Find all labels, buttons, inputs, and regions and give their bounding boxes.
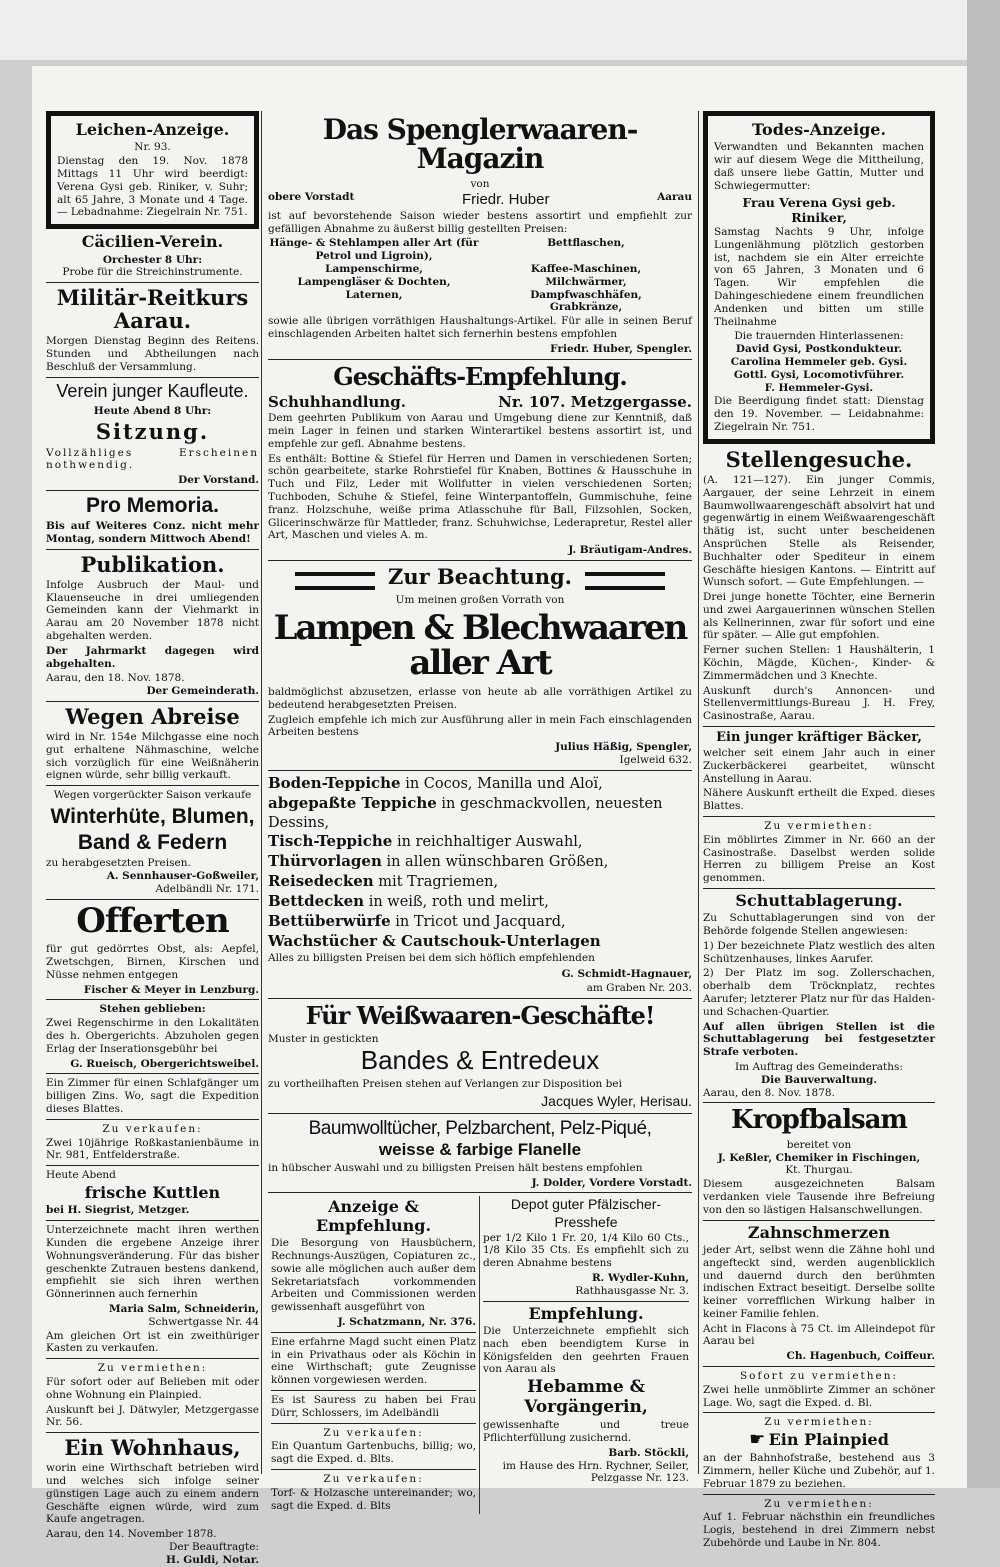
divider [703,1220,935,1221]
zahn-text: jeder Art, selbst wenn die Zähne hohl und angefteckt sind, werden augenblicklich und dauernd durch den berühmten indischen Extract beseitigt. Derselbe sollte keiner vorrefflichen Wirkung halber in keiner Familie fehlen. [703,1243,935,1320]
teppiche-ad [268,774,692,996]
divider [46,999,259,1000]
baumwolle-title: Baumwolltücher, Pelzbarchent, Pelz-Piqué, [308,1117,652,1139]
weiss-title: Für Weißwaaren-Geschäfte! [305,1001,655,1031]
geschaeft-sub [268,393,692,411]
todes-title: Todes-Anzeige. [751,120,887,139]
divider [46,1220,259,1221]
teppich-line [268,794,692,833]
abreise-text: wird in Nr. 154e Milchgasse eine noch gut erhaltene Nähmaschine, welche sich vorzüglich für eine Weißnäherin eignen würde, sehr billig verkauft. [46,731,259,782]
weiss-ad [268,1003,692,1110]
divider [703,1102,935,1103]
verkaufen1-ad [46,1123,259,1162]
offerten-title: Offerten [76,900,229,941]
divider [46,1165,259,1166]
winter-sign: A. Sennhauser-Goßweiler, [106,869,259,882]
divider [483,1301,689,1302]
offerten-ad [46,900,259,997]
presshefe-text: per 1/2 Kilo 1 Fr. 20, 1/4 Kilo 60 Cts., 1/8 Kilo 35 Cts. Es empfiehlt sich zu deren Abnahme bestens [483,1231,689,1270]
beachtung-text: baldmöglichst abzusetzen, erlasse von heute ab alle vorräthigen Artikel zu bedeutend herabgesetzten Preisen. [268,686,692,711]
todes-text2: Samstag Nachts 9 Uhr, infolge Lungenlähmung plötzlich gestorben ist, nachdem sie ein Alter erreichte von 65 Jahren, 3 Monaten und 6 Tagen. Wir empfehlen die Dahingeschiedene einem freundlichen Andenken und bitten um stille Theilnahme [714,226,924,328]
kuttlen-line1: Heute Abend [46,1169,116,1182]
stellen-text2: Drei junge honette Töchter, eine Bernerin und zwei Aargauerinnen wünschen Stellen als Kellnerinnen, zwar für sofort und eine für später. — Alle gut empfohlen. [703,591,935,642]
divider [268,1192,692,1193]
empfehlung-sign: Barb. Stöckli, [608,1446,689,1459]
baecker-title: Ein junger kräftiger Bäcker, [716,730,922,746]
vermiethen3-text: Zwei helle unmöblirte Zimmer an schöner Lage. Wo, sagt die Exped. d. Bl. [703,1383,935,1409]
plainpied-header [703,1429,935,1451]
spengler-outro: sowie alle übrigen vorräthigen Haushaltungs-Artikel. Für alle in seinen Beruf einschlagenden Arbeiten haltet sich fernerhin bestens empfohlen [268,315,692,341]
teppich-line [268,892,692,912]
salm-text: Unterzeichnete macht ihren werthen Kunden die ergebene Anzeige ihrer Wohnungsveränderung. Für das bisher geschenkte Zutrauen bestens dankend, empfiehlt sie sich ihren werthen Gönnerinnen auch fernerhin [46,1224,259,1301]
teppich-desc: in geschmackvollen, neuesten Dessins, [268,795,663,831]
baecker-text2: Nähere Auskunft ertheilt die Exped. dieses Blattes. [703,787,935,813]
spengler-left: obere Vorstadt [268,190,355,203]
schutt-title: Schuttablagerung. [735,890,903,910]
vermiethen2-title: Zu vermiethen: [764,819,874,832]
vermiethen3-title: Sofort zu vermiethen: [739,1370,899,1383]
publikation-title: Publikation. [80,551,225,577]
anzeige-sign: J. Schatzmann, Nr. 376. [337,1316,476,1328]
todes-mourner: F. Hemmeler-Gysi. [764,381,874,394]
magd-ad: Eine erfahrne Magd sucht einen Platz in ein Privathaus oder als Köchin in eine Wirthschaft; gute Zeugnisse können vorgewiesen werden. [271,1335,476,1387]
divider [703,816,935,817]
schutt-text3: 2) Der Platz im sog. Zollerschachen, oberhalb dem Tröcknplatz, rechtes Aarufer; letzterer Platz nur für das Halden- und Schachen-Quartier. [703,967,935,1018]
caecilien-line1: Orchester 8 Uhr: [102,253,203,266]
schirme-ad [46,1003,259,1070]
winter-intro: Wegen vorgerückter Saison verkaufe [53,789,252,802]
winter-line: zu herabgesetzten Preisen. [46,857,191,870]
militaer-ad [46,286,259,374]
divider [268,770,692,771]
schutt-text4: Auf allen übrigen Stellen ist die Schuttablagerung bei festgesetzter Strafe verboten. [703,1020,935,1059]
plainpied-big: Ein Plainpied [768,1430,889,1450]
scan-top-margin [0,0,1000,60]
zimmer-ad: Ein Zimmer für einen Schlafgänger um billigen Zins. Wo, sagt die Expedition dieses Blattes. [46,1077,259,1116]
verkaufen2-text: Ein Quantum Gartenbuchs, billig; wo, sagt die Exped. d. Blts. [271,1440,476,1466]
divider [46,377,259,378]
logis-text: Auf 1. Februar nächsthin ein freundliches Logis, bestehend in drei Zimmern nebst Zubehörde und Laube in Nr. 804. [703,1511,935,1549]
zahn-text2: Acht in Flacons à 75 Ct. im Alleindepot für Aarau bei [703,1322,935,1348]
verkaufen1-text: Zwei 10jährige Roßkastanienbäume in Nr. 981, Entfelderstraße. [46,1136,259,1162]
vermiethen1-text2: Auskunft bei J. Dätwyler, Metzgergasse Nr. 56. [46,1403,259,1429]
spengler-sign: Friedr. Huber, Spengler. [550,342,692,355]
teppich-item: Bettdecken [268,891,365,910]
stellen-title: Stellengesuche. [725,446,913,472]
teppich-line [268,852,692,872]
divider [703,1366,935,1367]
empfehlung-text: Die Unterzeichnete empfiehlt sich nach eben beendigtem Kurse in Königsfelden den geehrten Frauen von Aarau als [483,1324,689,1376]
beachtung-intro: Um meinen großen Vorrath von [395,593,565,606]
anzeige-text: Die Besorgung von Hausbüchern, Rechnungs-Auszügen, Copiaturen zc., sowie alle möglichen auch außer dem Sekretariatsfach vorkommenden Arbeiten und Commissionen werden gewissenhaft ausgeführt von [271,1237,476,1314]
empfehlung-title: Empfehlung. [528,1303,644,1323]
todes-mourner: David Gysi, Postkondukteur. [735,343,903,356]
teppich-line [268,774,692,794]
leichen-title: Leichen-Anzeige. [75,120,230,139]
divider [268,560,692,561]
offerten-text: für gut gedörrtes Obst, als: Aepfel, Zwetschgen, Birnen, Kirschen und Nüsse nehmen entgegen [46,943,259,981]
caecilien-line2: Probe für die Streichinstrumente. [62,266,243,279]
baecker-text: welcher seit einem Jahr auch in einer Zuckerbäckerei gearbeitet, wünscht Anstellung in Aarau. [703,746,935,785]
salm-addr: Schwertgasse Nr. 44 [148,1315,259,1328]
vermiethen1-title: Zu vermiethen: [97,1362,208,1375]
divider [271,1332,476,1333]
spengler-items [268,237,692,314]
weiss-big: Bandes & Entredeux [360,1045,600,1076]
kropf-title: Kropfbalsam [731,1105,907,1136]
publikation-text: Infolge Ausbruch der Maul- und Klauenseuche in drei umliegenden Gemeinden kann der Viehmarkt in Aarau am 20 November 1878 nicht abgehalten werden. [46,578,259,642]
right-column [703,111,935,1549]
wohnhaus-title: Ein Wohnhaus, [64,1435,241,1461]
schirme-title: Stehen geblieben: [99,1003,206,1016]
leichen-anzeige [46,111,259,229]
militaer-text: Morgen Dienstag Beginn des Reitens. Stunden und Abtheilungen nach Beschluß der Versammlung. [46,335,259,373]
divider [46,785,259,786]
spengler-right: Aarau [657,190,692,203]
empfehlung-addr: im Hause des Hrn. Rychner, Seiler, Pelzgasse Nr. 123. [502,1459,689,1485]
spengler-item: Laternen, [345,288,403,301]
todes-outro: Die Beerdigung findet statt: Dienstag den 19. November. — Leidabnahme: Ziegelrain Nr. 751. [714,395,924,434]
newspaper-page [32,66,967,1566]
spengler-item: Dampfwaschhäfen, [530,288,642,301]
schutt-text: Zu Schuttablagerungen sind von der Behörde folgende Stellen angewiesen: [703,912,935,938]
baumwolle-ad [268,1117,692,1190]
vermiethen1-ad [46,1362,259,1429]
divider [46,549,259,550]
plainpied-text: an der Bahnhofstraße, bestehend aus 3 Zimmern, heller Küche und Zubehör, auf 1. Februar 1879 zu beziehen. [703,1452,935,1490]
teppich-line [268,932,692,952]
beachtung-sign: Julius Häßig, Spengler, [555,741,692,754]
wohnhaus-role: Der Beauftragte: [168,1541,259,1554]
geschaeft-title: Geschäfts-Empfehlung. [333,361,627,391]
left-column [46,111,259,1566]
spengler-item: Bettflaschen, [547,237,625,250]
logis-ad [703,1498,935,1550]
geschaeft-ad [268,361,692,557]
anzeige-title: Anzeige & Empfehlung. [315,1197,432,1235]
spengler-item: Grabkränze, [549,301,623,314]
divider [46,1358,259,1359]
spengler-item: Hänge- & Stehlampen aller Art (für Petrol und Ligroin), [269,237,479,263]
abreise-ad [46,705,259,782]
spengler-item: Kaffee-Maschinen, [530,263,642,276]
wohnhaus-text: worin eine Wirthschaft betrieben wird und welches sich infolge seiner günstigen Lage auch zu einem andern Geschäfte eignen würde, wird zum Kaufe angetragen. [46,1462,259,1526]
verkaufen3-title: Zu verkaufen: [323,1472,424,1485]
kropf-text: Diesem ausgezeichneten Balsam verdanken viele Tausende ihre Befreiung von den so lästigen Halsanschwellungen. [703,1178,935,1216]
bottom-left [268,1196,480,1514]
publikation-text2: Der Jahrmarkt dagegen wird abgehalten. [46,644,259,670]
divider [46,1073,259,1074]
sauress-ad: Es ist Sauress zu haben bei Frau Dürr, Schlossers, im Adelbändli [271,1393,476,1419]
teppich-desc: in reichhaltiger Auswahl, [392,834,583,851]
divider [703,1412,935,1413]
schutt-date: Aarau, den 8. Nov. 1878. [703,1086,835,1099]
baumwolle-sign: J. Dolder, Vordere Vorstadt. [531,1176,692,1189]
empfehlung-big: Hebamme & Vorgängerin, [524,1377,648,1417]
teppich-line [268,832,692,852]
stellen-text: (A. 121—127). Ein junger Commis, Aargauer, der seine Lehrzeit in einem Baumwollwaarengeschäft absolvirt hat und gegenwärtig in einem Weißwaarengeschäft thätig ist, sucht unter bescheidenen Ansprüchen Stelle als Reisender, Buchhalter oder Spediteur in einem Geschäfte hiesigen Kantons. — Eintritt auf Wunsch sofort. — Gute Empfehlungen. — [703,473,935,589]
todes-mourner: Gottl. Gysi, Locomotivführer. [733,368,905,381]
divider [703,726,935,727]
ornament-bar [295,572,375,590]
divider [46,1432,259,1433]
divider [271,1423,476,1424]
teppich-item: Wachstücher & Cautschouk-Unterlagen [268,931,601,950]
divider [271,1469,476,1470]
schirme-sign: G. Rueisch, Obergerichtsweibel. [70,1057,259,1070]
kuttlen-ad [46,1169,259,1217]
teppich-item: Reisedecken [268,872,374,891]
logis-title: Zu vermiethen: [764,1497,874,1510]
presshefe-sign: R. Wydler-Kuhn, [591,1271,689,1284]
publikation-sign: Der Gemeinderath. [146,685,259,698]
vermiethen1-text: Für sofort oder auf Belieben mit oder ohne Wohnung ein Plainpied. [46,1375,259,1401]
zahn-title: Zahnschmerzen [747,1222,891,1242]
verein-title: Verein junger Kaufleute. [56,380,249,401]
publikation-date: Aarau, den 18. Nov. 1878. [46,672,185,685]
todes-anzeige [703,111,935,444]
ornament-bar [585,572,665,590]
weiss-sign: Jacques Wyler, Herisau. [541,1092,692,1109]
teppich-item: Tisch-Teppiche [268,832,393,851]
bottom-ads [268,1196,692,1514]
teppiche-addr: am Graben Nr. 203. [586,981,692,994]
schutt-ad [703,892,935,1100]
verkaufen1-title: Zu verkaufen: [102,1122,203,1135]
beachtung-header [268,565,692,590]
militaer-title: Militär-Reitkurs Aarau. [56,285,249,334]
schirme-text: Zwei Regenschirme in den Lokalitäten des h. Obergerichts. Abzuholen gegen Erlag der Inserationsgebühr bei [46,1017,259,1055]
wohnhaus-date: Aarau, den 14. November 1878. [46,1528,217,1541]
kropf-addr: Kt. Thurgau. [785,1164,853,1177]
baumwolle-text: in hübscher Auswahl und zu billigsten Preisen hält bestens empfohlen [268,1161,643,1174]
divider [268,359,692,360]
middle-column [261,111,699,1512]
teppich-desc: in allen wünschbaren Größen, [381,854,609,871]
salm-sign: Maria Salm, Schneiderin, [109,1302,259,1315]
verein-ad [46,381,259,487]
offerten-sign: Fischer & Meyer in Lenzburg. [83,983,259,996]
geschaeft-text2: Es enthält: Bottine & Stiefel für Herren und Damen in verschiedenen Sorten; schön gearbeitete, starke Rohrstiefel für Knaben, Bottines & Hausschuhe in Tuch und Filz, Leder mit Wollfutter in vielen verschiedenen Sorten; Tuchboden, Schuhe & Stiefel, feine Winterpantoffeln, Gummischuhe, feine franz. Holzschuhe, weiße prima Atlasschuhe für Ball, Filzsohlen, Socken, Glicerinschwärze für Mattleder, franz. Schuhwichse, Lederapretur, Restel aller Art, Maschen und vieles A. m. [268,452,692,542]
spengler-item: Lampenschirme, [325,263,423,276]
spengler-item: Lampengläser & Dochten, [297,275,451,288]
winter-ad [46,789,259,895]
verein-text: Vollzähliges Erscheinen nothwendig. [46,446,259,472]
todes-text: Verwandten und Bekannten machen wir auf diesem Wege die Mittheilung, daß unsere liebe Gattin, Mutter und Schwiegermutter: [714,141,924,192]
presshefe-addr: Rathhausgasse Nr. 3. [575,1284,689,1297]
zahn-sign: Ch. Hagenbuch, Coiffeur. [786,1350,935,1363]
teppich-desc: mit Tragriemen, [373,874,499,891]
teppiche-sign: G. Schmidt-Hagnauer, [561,968,692,981]
verkaufen2-title: Zu verkaufen: [323,1426,424,1439]
teppich-desc: in Cocos, Manilla und Aloï, [400,775,603,792]
divider [46,282,259,283]
empfehlung-text2: gewissenhafte und treue Pflichterfüllung zusichernd. [483,1419,689,1445]
divider [268,998,692,999]
divider [46,1119,259,1120]
plainpied-title: Zu vermiethen: [764,1416,874,1429]
winter-title: Winterhüte, Blumen, [50,805,255,828]
salm-note: Am gleichen Ort ist ein zweithüriger Kasten zu verkaufen. [46,1329,259,1355]
winter-title2: Band & Federn [77,831,228,855]
spengler-von: von [470,177,490,190]
wohnhaus-sign: H. Guldi, Notar. [166,1553,259,1566]
scan-right-margin [967,0,1000,1488]
weiss-text: zu vortheilhaften Preisen stehen auf Verlangen zur Disposition bei [268,1078,622,1091]
baumwolle-title2: weisse & farbige Flanelle [378,1140,582,1160]
divider [46,490,259,491]
divider [271,1390,476,1391]
caecilien-title: Cäcilien-Verein. [81,232,224,252]
teppich-desc: in weiß, roth und melirt, [364,893,549,910]
spengler-intro: ist auf bevorstehende Saison wieder bestens assortirt und empfiehlt zur gefälligen Abnahme zu äußerst billig gestellten Preisen: [268,209,692,235]
verein-title2: Sitzung. [95,419,210,445]
leichen-nr: Nr. 93. [134,141,171,154]
zahn-ad [703,1224,935,1364]
spengler-name: Friedr. Huber [461,190,550,208]
spengler-title: Das Spenglerwaaren-Magazin [322,113,638,176]
geschaeft-text: Dem geehrten Publikum von Aarau und Umgebung diene zur Kenntniß, daß mein Lager in feinen und starken Winterartikel bestens assortirt ist, und empfehle zur gefl. Abnahme bestens. [268,412,692,450]
geschaeft-sub-right: Nr. 107. Metzgergasse. [498,392,692,411]
salm-ad [46,1224,259,1355]
teppiche-outro: Alles zu billigsten Preisen bei dem sich höflich empfehlenden [268,952,595,965]
teppich-line [268,872,692,892]
beachtung-text2: Zugleich empfehle ich mich zur Ausführung aller in mein Fach einschlagenden Arbeiten bestens [268,713,692,739]
geschaeft-sub-left: Schuhhandlung. [268,392,406,411]
teppich-item: Bettüberwürfe [268,911,391,930]
divider [268,1113,692,1114]
plainpied-ad [703,1416,935,1490]
spengler-ad [268,115,692,356]
publikation-ad [46,553,259,698]
vermiethen3-ad [703,1370,935,1409]
kuttlen-title: frische Kuttlen [84,1183,221,1203]
spengler-nameline [268,191,692,209]
kropf-sign: J. Keßler, Chemiker in Fischingen, [717,1151,921,1164]
winter-addr: Adelbändli Nr. 171. [155,882,259,895]
divider [46,701,259,702]
beachtung-title: Zur Beachtung. [388,563,572,589]
todes-role: Die trauernden Hinterlassenen: [734,330,904,343]
divider [703,888,935,889]
memoria-title: Pro Memoria. [85,493,220,517]
stellen-text4: Auskunft durch's Annoncen- und Stellenvermittlungs-Bureau J. H. Frey, Casinostraße, Aarau. [703,684,935,723]
todes-mourner: Carolina Hemmeler geb. Gysi. [730,356,908,369]
teppich-item: abgepaßte Teppiche [268,793,437,812]
geschaeft-sign: J. Bräutigam-Andres. [568,544,692,557]
caecilien-ad [46,233,259,279]
memoria-ad [46,494,259,546]
schutt-text2: 1) Der bezeichnete Platz westlich des alten Schützenhauses, linkes Aarufer. [703,939,935,965]
verkaufen3-text: Torf- & Holzasche untereinander; wo, sagt die Exped. d. Blts [271,1486,476,1512]
vermiethen2-text: Ein möblirtes Zimmer in Nr. 660 an der Casinostraße. Daselbst werden solide Herren zu billigem Preise an Kost genommen. [703,833,935,885]
beachtung-ad [268,565,692,767]
leichen-text: Dienstag den 19. Nov. 1878 Mittags 11 Uhr wird beerdigt: Verena Gysi geb. Riniker, v. Suhr; alt 65 Jahre, 3 Monate und 4 Tage. — Lebadnahme: Ziegelrain Nr. 751. [57,155,248,219]
schutt-role: Im Auftrag des Gemeinderaths: [735,1061,903,1074]
teppich-item: Thürvorlagen [268,852,382,871]
baecker-ad [703,730,935,813]
wohnhaus-ad [46,1436,259,1566]
todes-name: Frau Verena Gysi geb. Riniker, [742,194,896,225]
kropf-ad [703,1107,935,1216]
teppich-line [268,912,692,932]
presshefe-title: Depot guter Pfälzischer-Presshefe [510,1196,662,1230]
spengler-item [268,301,480,314]
stellen-ad [703,448,935,723]
teppich-desc: in Tricot und Jacquard, [390,913,566,930]
verein-sign: Der Vorstand. [178,474,259,487]
divider [46,899,259,900]
abreise-title: Wegen Abreise [65,703,240,729]
weiss-line1: Muster in gestickten [268,1032,379,1045]
bottom-right [480,1196,692,1514]
divider [703,1494,935,1495]
spengler-item: Milchwärmer, [545,275,627,288]
vermiethen2-ad [703,820,935,885]
teppich-item: Boden-Teppiche [268,773,401,792]
memoria-text: Bis auf Weiteres Conz. nicht mehr Montag, sondern Mittwoch Abend! [46,520,259,545]
pointing-hand-icon: ☛ [749,1429,766,1451]
stellen-text3: Ferner suchen Stellen: 1 Haushälterin, 1 Köchin, Mägde, Küchen-, Kinder- & Zimmermädchen und 3 Knechte. [703,644,935,682]
kuttlen-sign: bei H. Siegrist, Metzger. [46,1204,190,1217]
kropf-line1: bereitet von [786,1138,852,1151]
beachtung-addr: Igelweid 632. [619,754,692,767]
beachtung-big: Lampen & Blechwaaren aller Art [273,607,687,684]
schutt-sign: Die Bauverwaltung. [760,1073,877,1086]
verein-line1: Heute Abend 8 Uhr: [93,404,212,417]
